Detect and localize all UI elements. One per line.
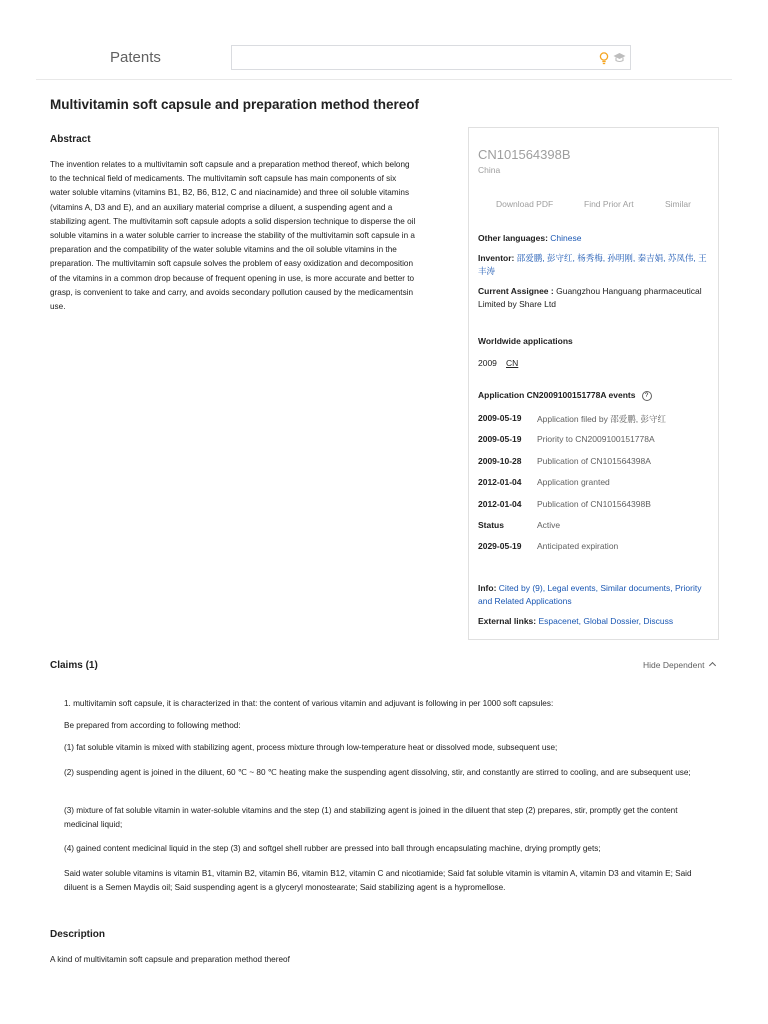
info-label: Info: — [478, 583, 497, 593]
claims-heading: Claims (1) — [50, 660, 98, 671]
hide-dependent-label: Hide Dependent — [643, 660, 705, 670]
abstract-heading: Abstract — [50, 134, 91, 145]
find-prior-art-link[interactable]: Find Prior Art — [584, 199, 634, 209]
event-row — [478, 413, 713, 425]
event-date: 2029-05-19 — [478, 541, 522, 551]
event-date: 2012-01-04 — [478, 477, 522, 487]
worldwide-year: 2009 — [478, 358, 497, 368]
info-links[interactable]: Cited by (9), Legal events, Similar documents, Priority and Related Applications — [478, 583, 702, 606]
download-pdf-link[interactable]: Download PDF — [496, 199, 554, 209]
external-links-label: External links: — [478, 616, 537, 626]
other-languages-label: Other languages: — [478, 233, 548, 243]
event-description: Application granted — [537, 477, 610, 487]
info-row — [478, 582, 713, 607]
abstract-text: The invention relates to a multivitamin soft capsule and a preparation method thereof, which belong to the technical field of medicaments. The multivitamin soft capsule has main components of six water soluble vitamins (vitamins B1, B2, B6, B12, C and niacinamide) and three oil soluble vitamins (vitamins A, D3 and E), and an auxiliary material comprise a diluent, a suspending agent and a stabilizing agent. The multivitamin soft capsule adopts a solid dispersion technique to disperse the oil soluble vitamins in a water soluble carrier to increase the stability of the multivitamin soft capsule in a preparation and the compatibility of the water soluble vitamins and the oil soluble vitamins in the preparation. The multivitamin soft capsule solves the problem of easy oxidization and decomposition of the vitamins in a common drop because of frequent opening in use, is more accurate and better to grasp, is convenient to take and carry, and avoids secondary pollution caused by the medicamentsin use. — [50, 160, 416, 312]
inventor-links[interactable]: 邵爱鹏, 彭守红, 杨秀梅, 孙明刚, 秦吉娟, 苏凤伟, 王丰涛 — [478, 253, 707, 276]
event-row — [478, 520, 713, 532]
event-description: Publication of CN101564398B — [537, 499, 651, 509]
search-input[interactable] — [238, 46, 582, 70]
event-row — [478, 499, 713, 511]
event-date: 2009-05-19 — [478, 434, 522, 444]
graduation-cap-icon[interactable] — [613, 52, 626, 64]
events-heading-text: Application CN2009100151778A events — [478, 390, 636, 400]
event-row — [478, 541, 713, 553]
worldwide-country-link[interactable]: CN — [506, 358, 519, 368]
help-icon[interactable]: ? — [642, 391, 652, 401]
events-heading — [478, 390, 652, 401]
assignee-value: Guangzhou Hanguang pharmaceutical Limited by Share Ltd — [478, 286, 702, 309]
claim-item: (3) mixture of fat soluble vitamin in water-soluble vitamins and the step (1) and stabilizing agent is joined in the diluent that step (2) prepares, stir, promptly get the content medicinal liquid; — [64, 806, 678, 829]
search-box[interactable] — [231, 45, 631, 70]
event-row — [478, 477, 713, 489]
external-links-row — [478, 615, 713, 628]
other-languages — [478, 232, 581, 245]
assignee-label: Current Assignee : — [478, 286, 554, 296]
event-date: 2009-10-28 — [478, 456, 522, 466]
event-description: Active — [537, 520, 561, 530]
patent-info-card — [468, 127, 719, 640]
inventor-row — [478, 252, 713, 277]
header-divider — [36, 79, 732, 80]
other-languages-link[interactable]: Chinese — [550, 233, 582, 243]
external-links[interactable]: Espacenet, Global Dossier, Discuss — [538, 616, 674, 626]
event-description: Application filed by 邵爱鹏, 彭守红 — [537, 414, 666, 424]
assignee-row — [478, 285, 713, 310]
claim-item: (2) suspending agent is joined in the diluent, 60 ℃ ~ 80 ℃ heating make the suspending agent dissolving, stir, and constantly are stirred to cooling, and are subsequent use; — [64, 768, 691, 777]
inventor-label: Inventor: — [478, 253, 515, 263]
claim-item: 1. multivitamin soft capsule, it is characterized in that: the content of various vitamin and adjuvant is following in per 1000 soft capsules: — [64, 699, 554, 708]
description-text: A kind of multivitamin soft capsule and preparation method thereof — [50, 955, 290, 964]
lightbulb-icon[interactable] — [597, 51, 611, 65]
publication-country: China — [478, 165, 501, 175]
chevron-up-icon — [709, 662, 716, 669]
event-date: 2012-01-04 — [478, 499, 522, 509]
top-bar — [0, 0, 768, 80]
publication-number: CN101564398B — [478, 147, 571, 162]
worldwide-heading: Worldwide applications — [478, 336, 573, 346]
event-description: Priority to CN2009100151778A — [537, 434, 655, 444]
claim-item: Said water soluble vitamins is vitamin B1, vitamin B2, vitamin B6, vitamin B12, vitamin C and nicotiamide; Said fat soluble vitamin is vitamin A, vitamin D3 and vitamin E; Said diluent is a Semen Maydis oil; Said suspending agent is a glyceryl monostearate; Said stabilizing agent is a hypromellose. — [64, 869, 692, 892]
event-description: Publication of CN101564398A — [537, 456, 651, 466]
claim-item: Be prepared from according to following method: — [64, 721, 241, 730]
patent-title: Multivitamin soft capsule and preparation method thereof — [50, 97, 420, 112]
claim-item: (4) gained content medicinal liquid in the step (3) and softgel shell rubber are pressed into ball through encapsulating machine, drying promptly gets; — [64, 844, 601, 853]
event-date: Status — [478, 520, 504, 530]
claim-item: (1) fat soluble vitamin is mixed with stabilizing agent, process mixture through low-temperature heat or dissolved mode, subsequent use; — [64, 743, 558, 752]
description-heading: Description — [50, 929, 106, 940]
event-row — [478, 456, 713, 468]
brand-label[interactable]: Patents — [110, 49, 161, 66]
similar-link[interactable]: Similar — [665, 199, 691, 209]
event-date: 2009-05-19 — [478, 413, 522, 423]
hide-dependent-toggle[interactable] — [643, 660, 715, 670]
event-description: Anticipated expiration — [537, 541, 619, 551]
event-row — [478, 434, 713, 446]
